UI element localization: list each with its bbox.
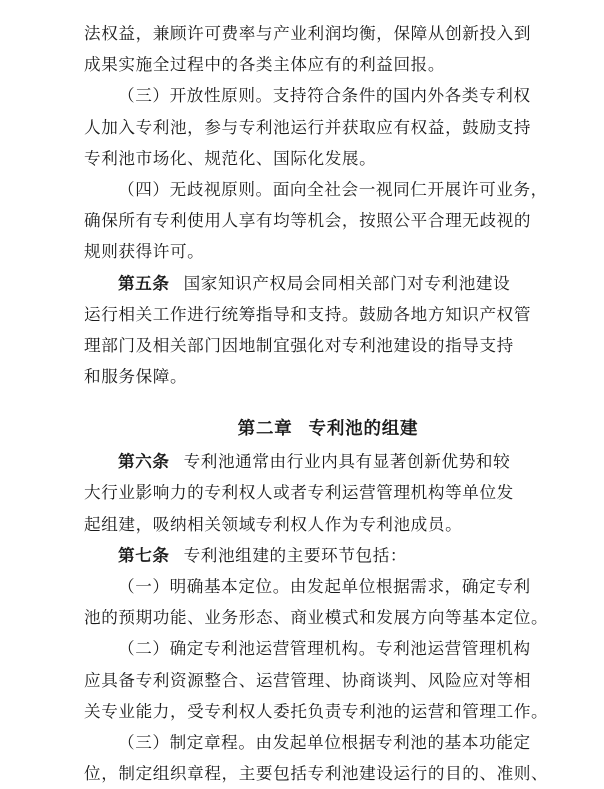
text-line: 池的预期功能、业务形态、商业模式和发展方向等基本定位。 — [84, 608, 549, 628]
text-line: 位，制定组织章程，主要包括专利池建设运行的目的、准则、 — [84, 764, 549, 784]
article-7-first-line — [84, 540, 538, 571]
article-5-text: 国家知识产权局会同相关部门对专利池建设 — [183, 273, 511, 293]
text-line: 成果实施全过程中的各类主体应有的利益回报。 — [84, 55, 446, 75]
text-line: 大行业影响力的专利权人或者专利运营管理机构等单位发 — [84, 483, 514, 503]
text-line: 起组建，吸纳相关领域专利权人作为专利池成员。 — [84, 514, 463, 534]
article-7-text: 专利池组建的主要环节包括： — [183, 545, 408, 565]
text-line: 确保所有专利使用人享有均等机会，按照公平合理无歧视的 — [84, 211, 532, 231]
chapter-number: 第二章 — [237, 419, 293, 440]
article-5-heading: 第五条 — [118, 273, 170, 293]
item-3-line: （三）制定章程。由发起单位根据专利池的基本功能定 — [118, 732, 531, 752]
chapter-title — [118, 412, 538, 446]
article-7-heading: 第七条 — [118, 545, 170, 565]
article-6-text: 专利池通常由行业内具有显著创新优势和较 — [183, 452, 511, 472]
text-line: 和服务保障。 — [84, 367, 188, 387]
item-2-line: （二）确定专利池运营管理机构。专利池运营管理机构 — [118, 639, 531, 659]
text-line: 规则获得许可。 — [84, 242, 205, 262]
text-line: 应具备专利资源整合、运营管理、协商谈判、风险应对等相 — [84, 670, 532, 690]
text-line: 理部门及相关部门因地制宜强化对专利池建设的指导支持 — [84, 335, 514, 355]
article-6-heading: 第六条 — [118, 452, 170, 472]
paragraph-open-principle-line: （三）开放性原则。支持符合条件的国内外各类专利权 — [118, 86, 531, 106]
text-line: 关专业能力，受专利权人委托负责专利池的运营和管理工作。 — [84, 701, 549, 721]
text-line: 人加入专利池，参与专利池运行并获取应有权益，鼓励支持 — [84, 117, 532, 137]
paragraph-nondiscrimination-line: （四）无歧视原则。面向全社会一视同仁开展许可业务， — [118, 179, 548, 199]
article-5-first-line — [84, 268, 538, 299]
article-6-first-line — [84, 446, 538, 477]
item-1-line: （一）明确基本定位。由发起单位根据需求，确定专利 — [118, 577, 531, 596]
text-line: 法权益，兼顾许可费率与产业利润均衡，保障从创新投入到 — [84, 24, 532, 43]
chapter-name: 专利池的组建 — [308, 419, 419, 440]
text-line: 运行相关工作进行统筹指导和支持。鼓励各地方知识产权管 — [84, 304, 532, 324]
text-line: 专利池市场化、规范化、国际化发展。 — [84, 148, 377, 168]
